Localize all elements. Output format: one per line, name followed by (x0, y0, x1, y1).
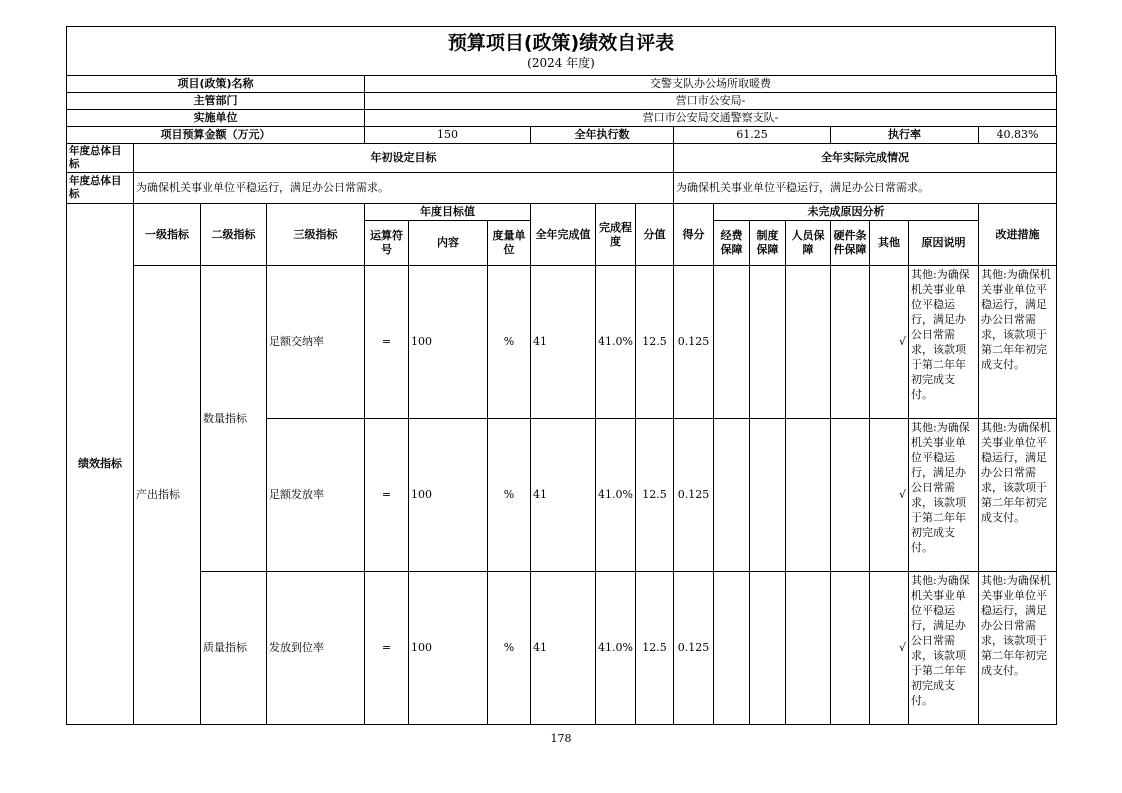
dept-label: 主管部门 (67, 93, 365, 110)
score-value-header: 分值 (636, 204, 674, 266)
dept-row (67, 93, 1057, 110)
reason-staff-cell (786, 266, 831, 419)
value-cell: 12.5 (636, 419, 674, 572)
actual-cell: 41 (531, 572, 596, 725)
completion-cell: 41.0% (596, 572, 636, 725)
goal-initial-header: 年初设定目标 (134, 144, 674, 173)
unit-cell: % (488, 266, 531, 419)
evaluation-table (66, 75, 1057, 725)
reason-explain-header: 原因说明 (909, 221, 979, 266)
level3-name: 足额发放率 (267, 419, 365, 572)
rate-value: 40.83% (979, 127, 1057, 144)
operator-header: 运算符号 (365, 221, 409, 266)
reason-hardware-cell (831, 266, 870, 419)
table-row (67, 572, 1057, 725)
budget-label: 项目预算金额（万元） (67, 127, 365, 144)
completion-cell: 41.0% (596, 266, 636, 419)
content-cell: 100 (409, 266, 488, 419)
reason-funding-cell (714, 419, 750, 572)
reason-hardware-cell (831, 572, 870, 725)
table-row (67, 266, 1057, 419)
level2-quantity: 数量指标 (201, 266, 267, 572)
rate-label: 执行率 (831, 127, 979, 144)
completion-cell: 41.0% (596, 419, 636, 572)
reason-explain-cell: 其他:为确保机关事业单位平稳运行，满足办公日常需求，该款项于第二年年初完成支付。 (909, 572, 979, 725)
reason-hardware-header: 硬件条件保障 (831, 221, 870, 266)
goal-header-row (67, 144, 1057, 173)
operator-cell: = (365, 572, 409, 725)
value-cell: 12.5 (636, 266, 674, 419)
unit-cell: % (488, 572, 531, 725)
reason-other-check: √ (870, 266, 909, 419)
score-cell: 0.125 (674, 419, 714, 572)
impl-value: 营口市公安局交通警察支队- (365, 110, 1057, 127)
level2-header: 二级指标 (201, 204, 267, 266)
improve-header: 改进措施 (979, 204, 1057, 266)
goal-label: 年度总体目标 (67, 144, 134, 173)
project-name-label: 项目(政策)名称 (67, 76, 365, 93)
reason-funding-cell (714, 572, 750, 725)
reason-other-header: 其他 (870, 221, 909, 266)
content-cell: 100 (409, 419, 488, 572)
reason-staff-cell (786, 572, 831, 725)
goal-initial-text: 为确保机关事业单位平稳运行，满足办公日常需求。 (134, 173, 674, 204)
goal-actual-text: 为确保机关事业单位平稳运行，满足办公日常需求。 (674, 173, 1057, 204)
dept-value: 营口市公安局- (365, 93, 1057, 110)
form-header (66, 26, 1056, 75)
score-cell: 0.125 (674, 572, 714, 725)
reason-group-header: 未完成原因分析 (714, 204, 979, 221)
reason-staff-cell (786, 419, 831, 572)
reason-other-check: √ (870, 572, 909, 725)
goal-label-2: 年度总体目标 (67, 173, 134, 204)
exec-value: 61.25 (674, 127, 831, 144)
score-cell: 0.125 (674, 266, 714, 419)
reason-hardware-cell (831, 419, 870, 572)
level3-name: 足额交纳率 (267, 266, 365, 419)
improve-cell: 其他:为确保机关事业单位平稳运行，满足办公日常需求，该款项于第二年年初完成支付。 (979, 266, 1057, 419)
level1-output: 产出指标 (134, 266, 201, 725)
actual-cell: 41 (531, 419, 596, 572)
reason-funding-cell (714, 266, 750, 419)
impl-label: 实施单位 (67, 110, 365, 127)
unit-header: 度量单位 (488, 221, 531, 266)
unit-cell: % (488, 419, 531, 572)
exec-label: 全年执行数 (531, 127, 674, 144)
improve-cell: 其他:为确保机关事业单位平稳运行，满足办公日常需求，该款项于第二年年初完成支付。 (979, 419, 1057, 572)
budget-value: 150 (365, 127, 531, 144)
level1-header: 一级指标 (134, 204, 201, 266)
project-name-row (67, 76, 1057, 93)
reason-system-cell (750, 419, 786, 572)
improve-cell: 其他:为确保机关事业单位平稳运行，满足办公日常需求，该款项于第二年年初完成支付。 (979, 572, 1057, 725)
level2-quality: 质量指标 (201, 572, 267, 725)
reason-system-cell (750, 266, 786, 419)
score-header: 得分 (674, 204, 714, 266)
form-year: (2024 年度) (527, 56, 595, 70)
reason-system-header: 制度保障 (750, 221, 786, 266)
reason-funding-header: 经费保障 (714, 221, 750, 266)
perf-indicator-label: 绩效指标 (67, 204, 134, 725)
goal-actual-header: 全年实际完成情况 (674, 144, 1057, 173)
content-header: 内容 (409, 221, 488, 266)
actual-cell: 41 (531, 266, 596, 419)
page-number: 178 (550, 732, 572, 745)
reason-staff-header: 人员保障 (786, 221, 831, 266)
actual-value-header: 全年完成值 (531, 204, 596, 266)
reason-other-check: √ (870, 419, 909, 572)
completion-header: 完成程度 (596, 204, 636, 266)
target-group-header: 年度目标值 (365, 204, 531, 221)
self-evaluation-form (66, 26, 1056, 725)
level3-name: 发放到位率 (267, 572, 365, 725)
value-cell: 12.5 (636, 572, 674, 725)
operator-cell: = (365, 419, 409, 572)
reason-system-cell (750, 572, 786, 725)
content-cell: 100 (409, 572, 488, 725)
operator-cell: = (365, 266, 409, 419)
budget-row (67, 127, 1057, 144)
project-name-value: 交警支队办公场所取暖费 (365, 76, 1057, 93)
goal-text-row (67, 173, 1057, 204)
reason-explain-cell: 其他:为确保机关事业单位平稳运行，满足办公日常需求，该款项于第二年年初完成支付。 (909, 266, 979, 419)
reason-explain-cell: 其他:为确保机关事业单位平稳运行，满足办公日常需求，该款项于第二年年初完成支付。 (909, 419, 979, 572)
indicator-header-row-1 (67, 204, 1057, 221)
form-title: 预算项目(政策)绩效自评表 (447, 32, 675, 54)
impl-row (67, 110, 1057, 127)
level3-header: 三级指标 (267, 204, 365, 266)
